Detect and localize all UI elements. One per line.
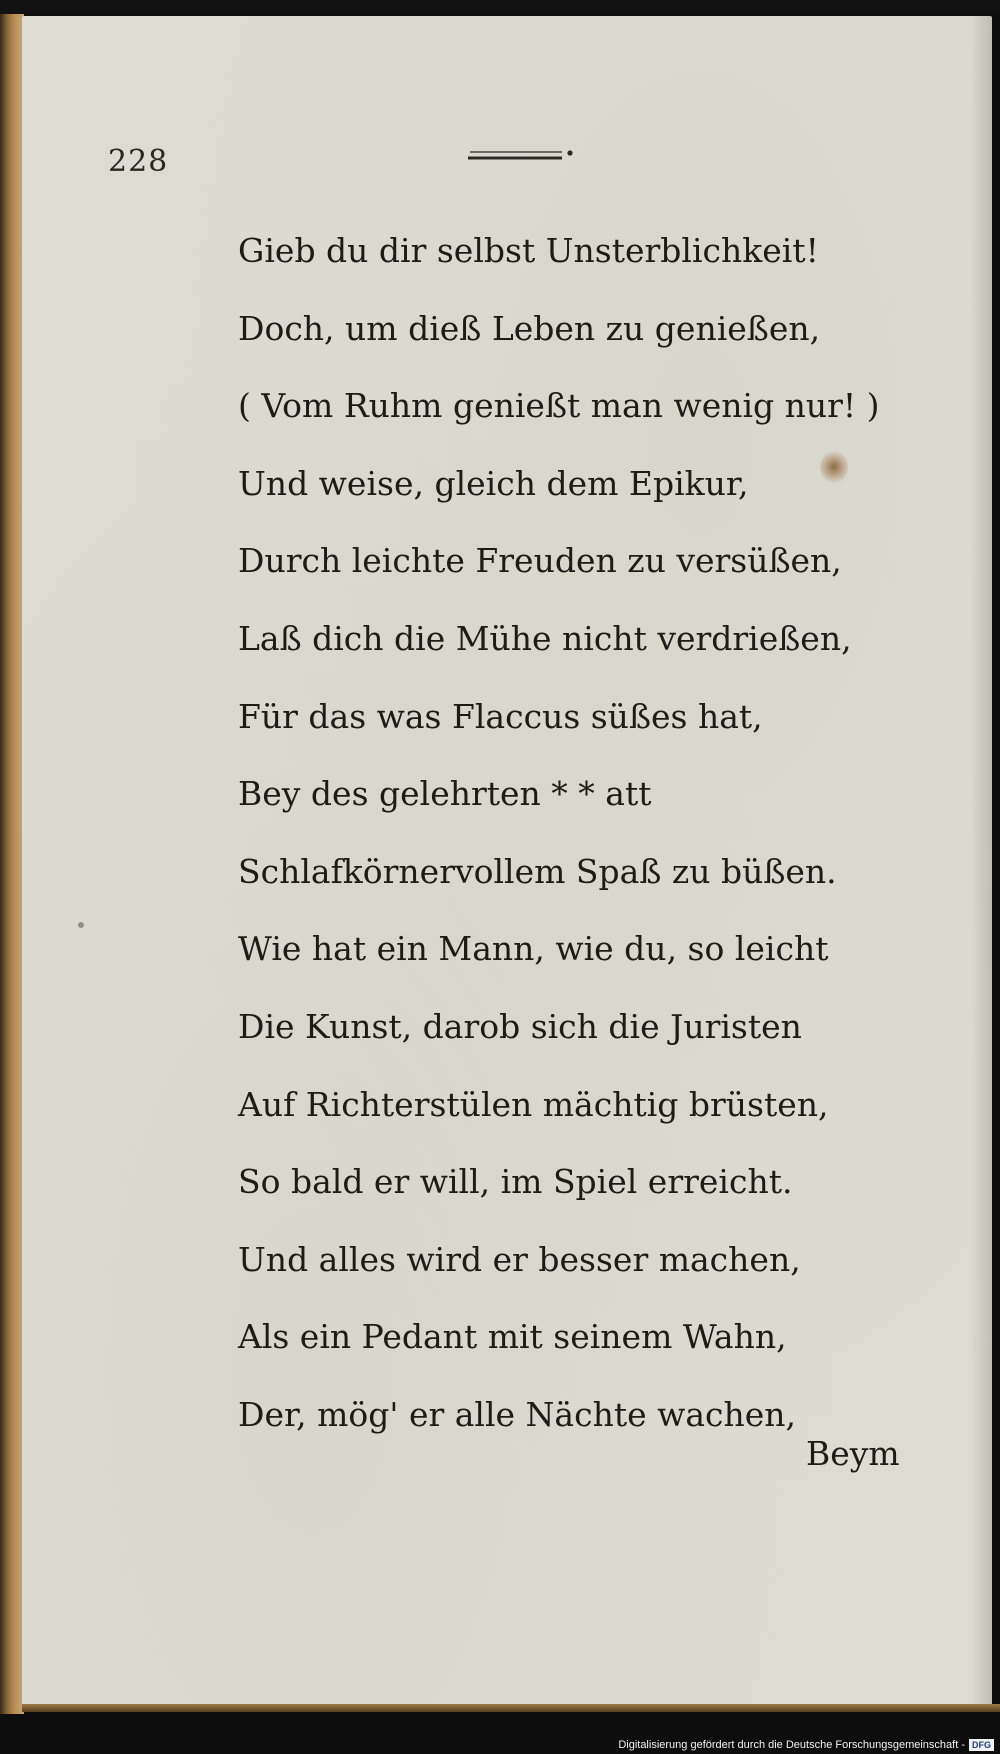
poem-line: Gieb du dir selbst Unsterblichkeit! bbox=[238, 231, 819, 270]
credit-text: Digitalisierung gefördert durch die Deutsche Forschungsgemeinschaft - bbox=[618, 1739, 965, 1751]
catchword: Beym bbox=[806, 1434, 900, 1473]
poem-line: So bald er will, im Spiel erreicht. bbox=[238, 1162, 793, 1202]
poem-text bbox=[238, 212, 918, 1454]
poem-line: Durch leichte Freuden zu versüßen, bbox=[238, 541, 842, 581]
poem-line: Bey des gelehrten * * att bbox=[238, 774, 652, 814]
poem-line: Und weise, gleich dem Epikur, bbox=[238, 463, 749, 503]
page-number: 228 bbox=[108, 144, 169, 179]
scan-top-border bbox=[0, 0, 1000, 14]
paper-speck bbox=[78, 922, 84, 928]
poem-line: Wie hat ein Mann, wie du, so leicht bbox=[238, 929, 829, 969]
poem-line: Schlafkörnervollem Spaß zu büßen. bbox=[238, 851, 837, 891]
page-shadow bbox=[970, 16, 992, 1709]
poem-line: Als ein Pedant mit seinem Wahn, bbox=[238, 1317, 787, 1357]
poem-line: Die Kunst, darob sich die Juristen bbox=[238, 1006, 802, 1046]
poem-line: Und alles wird er besser machen, bbox=[238, 1239, 801, 1279]
digitization-credit bbox=[618, 1738, 994, 1752]
book-bottom-edge bbox=[22, 1704, 1000, 1712]
poem-line: Für das was Flaccus süßes hat, bbox=[238, 696, 763, 736]
poem-line: Der, mög' er alle Nächte wachen, bbox=[238, 1394, 797, 1434]
poem-line: Auf Richterstülen mächtig brüsten, bbox=[238, 1084, 829, 1124]
dfg-logo: DFG bbox=[969, 1739, 994, 1751]
poem-line: Laß dich die Mühe nicht verdrießen, bbox=[238, 618, 852, 658]
header-ornament bbox=[466, 148, 574, 162]
poem-line: ( Vom Ruhm genießt man wenig nur! ) bbox=[238, 386, 880, 426]
book-spine-edge bbox=[0, 14, 24, 1714]
poem-line: Doch, um dieß Leben zu genießen, bbox=[238, 308, 821, 348]
